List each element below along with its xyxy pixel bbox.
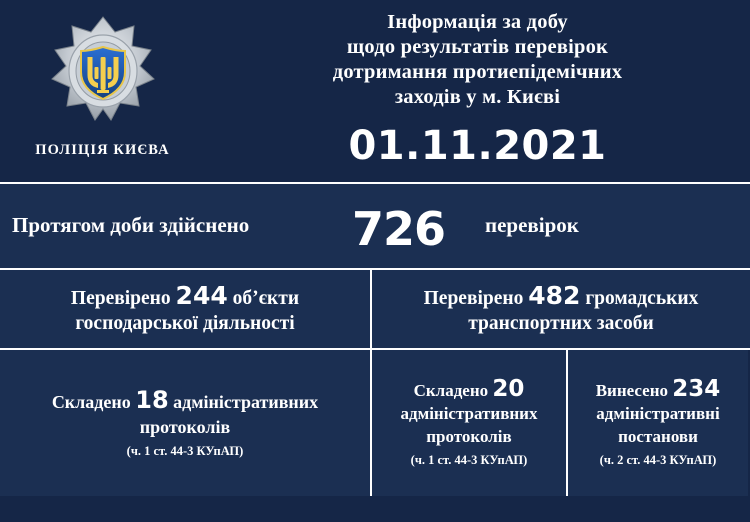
- protocols-transport-line-3: протоколів: [426, 427, 512, 446]
- checked-objects-row: [0, 270, 750, 350]
- resolutions-note: (ч. 2 ст. 44-3 КУпАП): [599, 453, 717, 467]
- protocols-transport-line-2: адміністративних: [400, 404, 538, 423]
- resolutions-line-3: постанови: [618, 427, 698, 446]
- title-line-4: заходів у м. Києві: [394, 86, 561, 108]
- title-line-3: дотримання протиепідемічних: [332, 61, 623, 83]
- total-checks-row: [0, 182, 750, 270]
- protocols-business-line-2: протоколів: [139, 416, 231, 437]
- resolutions-prefix: Винесено: [595, 381, 668, 400]
- protocols-transport-value: 20: [492, 376, 525, 402]
- resolutions-cell: [568, 350, 748, 496]
- header: [0, 0, 750, 182]
- total-checks-label: Протягом доби здійснено: [12, 213, 250, 237]
- checked-business-line-1: [70, 280, 300, 311]
- total-checks-value: 726: [352, 202, 446, 256]
- total-checks-suffix: перевірок: [485, 213, 579, 237]
- report-date: 01.11.2021: [348, 123, 607, 169]
- resolutions-line-2: адміністративні: [596, 404, 720, 423]
- checked-transport-suffix: громадських: [585, 287, 699, 309]
- checked-transport-prefix: Перевірено: [423, 287, 524, 309]
- protocols-row: [0, 350, 750, 496]
- protocols-business-cell: [0, 350, 372, 496]
- protocols-business-prefix: Складено: [51, 391, 131, 412]
- checked-business-prefix: Перевірено: [70, 287, 171, 309]
- brand-block: [0, 0, 205, 159]
- header-text: [205, 0, 750, 168]
- protocols-business-value: 18: [135, 385, 169, 414]
- title-line-1: Інформація за добу: [387, 11, 568, 33]
- protocols-transport-line-1: [414, 378, 525, 402]
- protocols-transport-prefix: Складено: [413, 381, 489, 400]
- checked-business-value: 244: [175, 280, 228, 310]
- checked-business-cell: [0, 270, 372, 348]
- checked-transport-line-1: [423, 280, 699, 311]
- checked-transport-cell: [372, 270, 750, 348]
- resolutions-line-1: [596, 378, 721, 402]
- brand-label: ПОЛІЦІЯ КИЄВА: [35, 142, 170, 158]
- checked-business-line-2: господарської діяльності: [75, 312, 295, 334]
- protocols-business-line-1: [51, 385, 319, 415]
- resolutions-value: 234: [672, 376, 721, 402]
- police-emblem-icon: [37, 14, 169, 130]
- checked-transport-line-2: транспортних засоби: [468, 312, 654, 334]
- protocols-business-suffix: адміністративних: [173, 391, 319, 412]
- checked-transport-value: 482: [528, 280, 581, 310]
- protocols-transport-cell: [372, 350, 568, 496]
- protocols-transport-note: (ч. 1 ст. 44-3 КУпАП): [410, 453, 528, 467]
- checked-business-suffix: обʼєкти: [232, 287, 300, 309]
- title-line-2: щодо результатів перевірок: [346, 36, 609, 58]
- protocols-business-note: (ч. 1 ст. 44-3 КУпАП): [126, 443, 244, 458]
